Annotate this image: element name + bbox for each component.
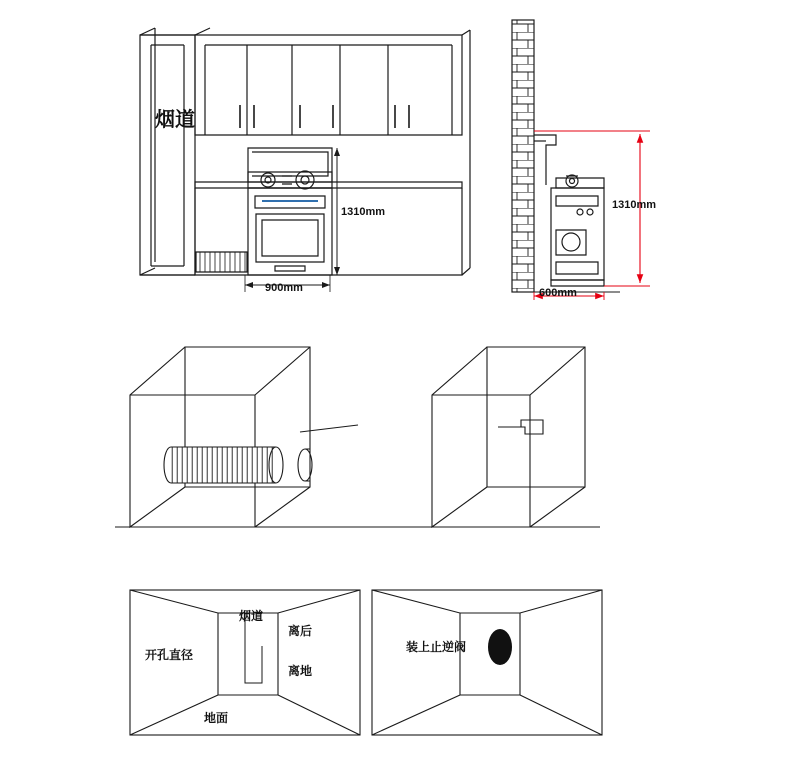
flue-label-elevation: 烟道 (155, 109, 195, 131)
kitchen-section-view (512, 20, 620, 292)
distance-back-label: 离后 (288, 624, 313, 638)
kitchen-elevation-view (140, 28, 470, 275)
distance-ground-label: 离地 (288, 664, 313, 678)
hole-diameter-label: 开孔直径 (145, 648, 194, 662)
elevation-width-dimension: 900mm (265, 282, 303, 294)
check-valve-label: 装上止逆阀 (406, 640, 467, 654)
section-height-dimension: 1310mm (612, 199, 657, 211)
flue-label-corner: 烟道 (239, 609, 264, 623)
duct-room-left-view (115, 347, 600, 527)
duct-room-right-view (432, 347, 585, 527)
floor-label: 地面 (204, 711, 229, 725)
section-depth-dimension: 600mm (539, 287, 577, 299)
corner-right-view (372, 590, 602, 735)
elevation-height-dimension: 1310mm (341, 206, 386, 218)
